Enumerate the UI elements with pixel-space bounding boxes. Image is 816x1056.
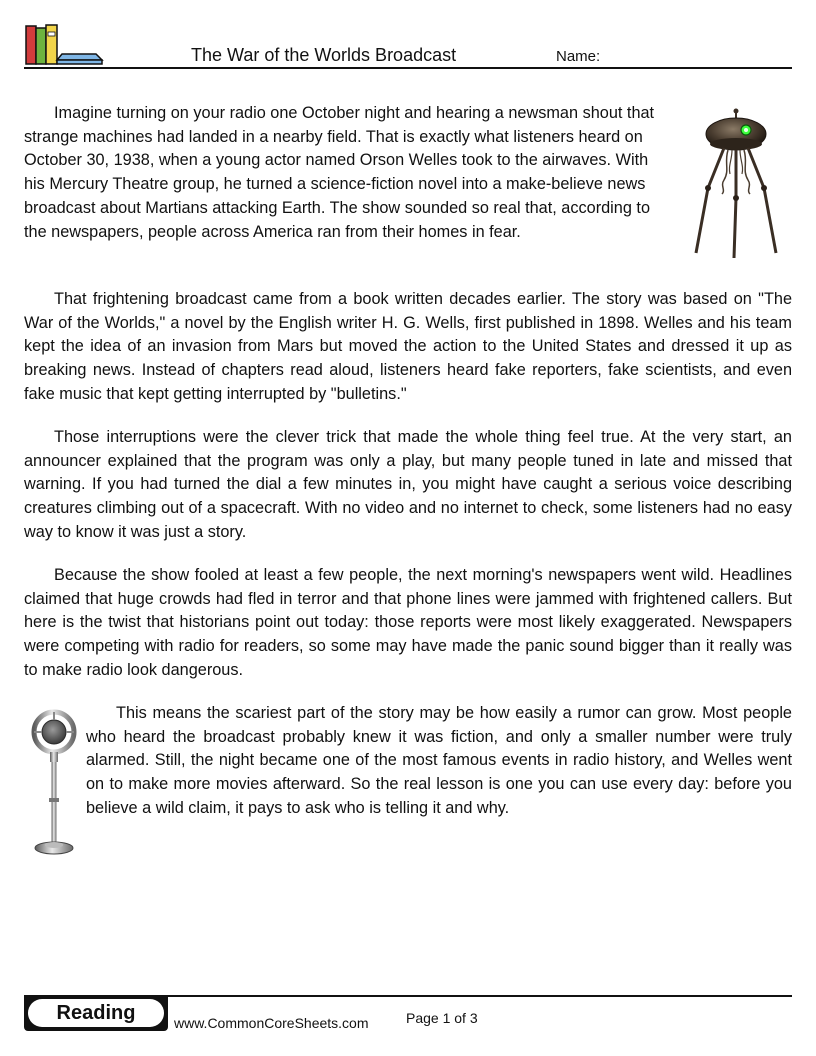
books-icon xyxy=(24,24,104,66)
paragraph-2: That frightening broadcast came from a book written decades earlier. The story was based on "The War of the Worlds," a novel by the English writer H. G. Wells, first published in 1898. Welles and his team kept the idea of an invasion from Mars but moved the action to the United States and dressed it up as breaking news. Instead of chapters read aloud, listeners heard fake reporters, fake scientists, and even fake music that kept getting interrupted by "bulletins." xyxy=(24,290,792,403)
martian-tripod-icon xyxy=(686,108,786,260)
footer-website: www.CommonCoreSheets.com xyxy=(174,1015,369,1031)
paragraph-5: This means the scariest part of the story may be how easily a rumor can grow. Most people who heard the broadcast probably knew it was fiction, and only a smaller number were truly alarmed. Still, the night became one of the most famous events in radio history, and Welles went on to make more movies afterward. So the real lesson is one you can use every day: before you believe a wild claim, it pays to ask who is telling it and why. xyxy=(86,704,792,817)
paragraph-1: Imagine turning on your radio one October night and hearing a newsman shout that strange machines had landed in a nearby field. That is exactly what listeners heard on October 30, 1938, when a young actor named Orson Welles took to the airwaves. With his Mercury Theatre group, he turned a science-fiction novel into a make-believe news broadcast about Martians attacking Earth. The show sounded so real that, according to the newspapers, people across America ran from their homes in fear. xyxy=(24,104,655,241)
header-divider xyxy=(24,67,792,69)
name-label: Name: xyxy=(556,48,601,65)
vintage-microphone-icon xyxy=(28,706,80,858)
page-number: Page 1 of 3 xyxy=(406,1010,478,1026)
paragraph-3: Those interruptions were the clever trick that made the whole thing feel true. At the very start, an announcer explained that the program was only a play, but many people tuned in late and missed that warning. If you had turned the dial a few minutes in, you might have caught a serious voice describing creatures climbing out of a spacecraft. With no video and no internet to check, some listeners had no easy way to know it was just a story. xyxy=(24,428,792,541)
paragraph-4: Because the show fooled at least a few people, the next morning's newspapers went wild. Headlines claimed that huge crowds had fled in terror and that phone lines were jammed with frightened callers. But here is the twist that historians point out today: those reports were most likely exaggerated. Newspapers were competing with radio for readers, so some may have made the panic sound bigger than it really was to make radio look dangerous. xyxy=(24,566,792,679)
reading-badge xyxy=(24,997,168,1031)
page-title: The War of the Worlds Broadcast xyxy=(191,45,457,65)
reading-badge-label: Reading xyxy=(28,999,164,1027)
